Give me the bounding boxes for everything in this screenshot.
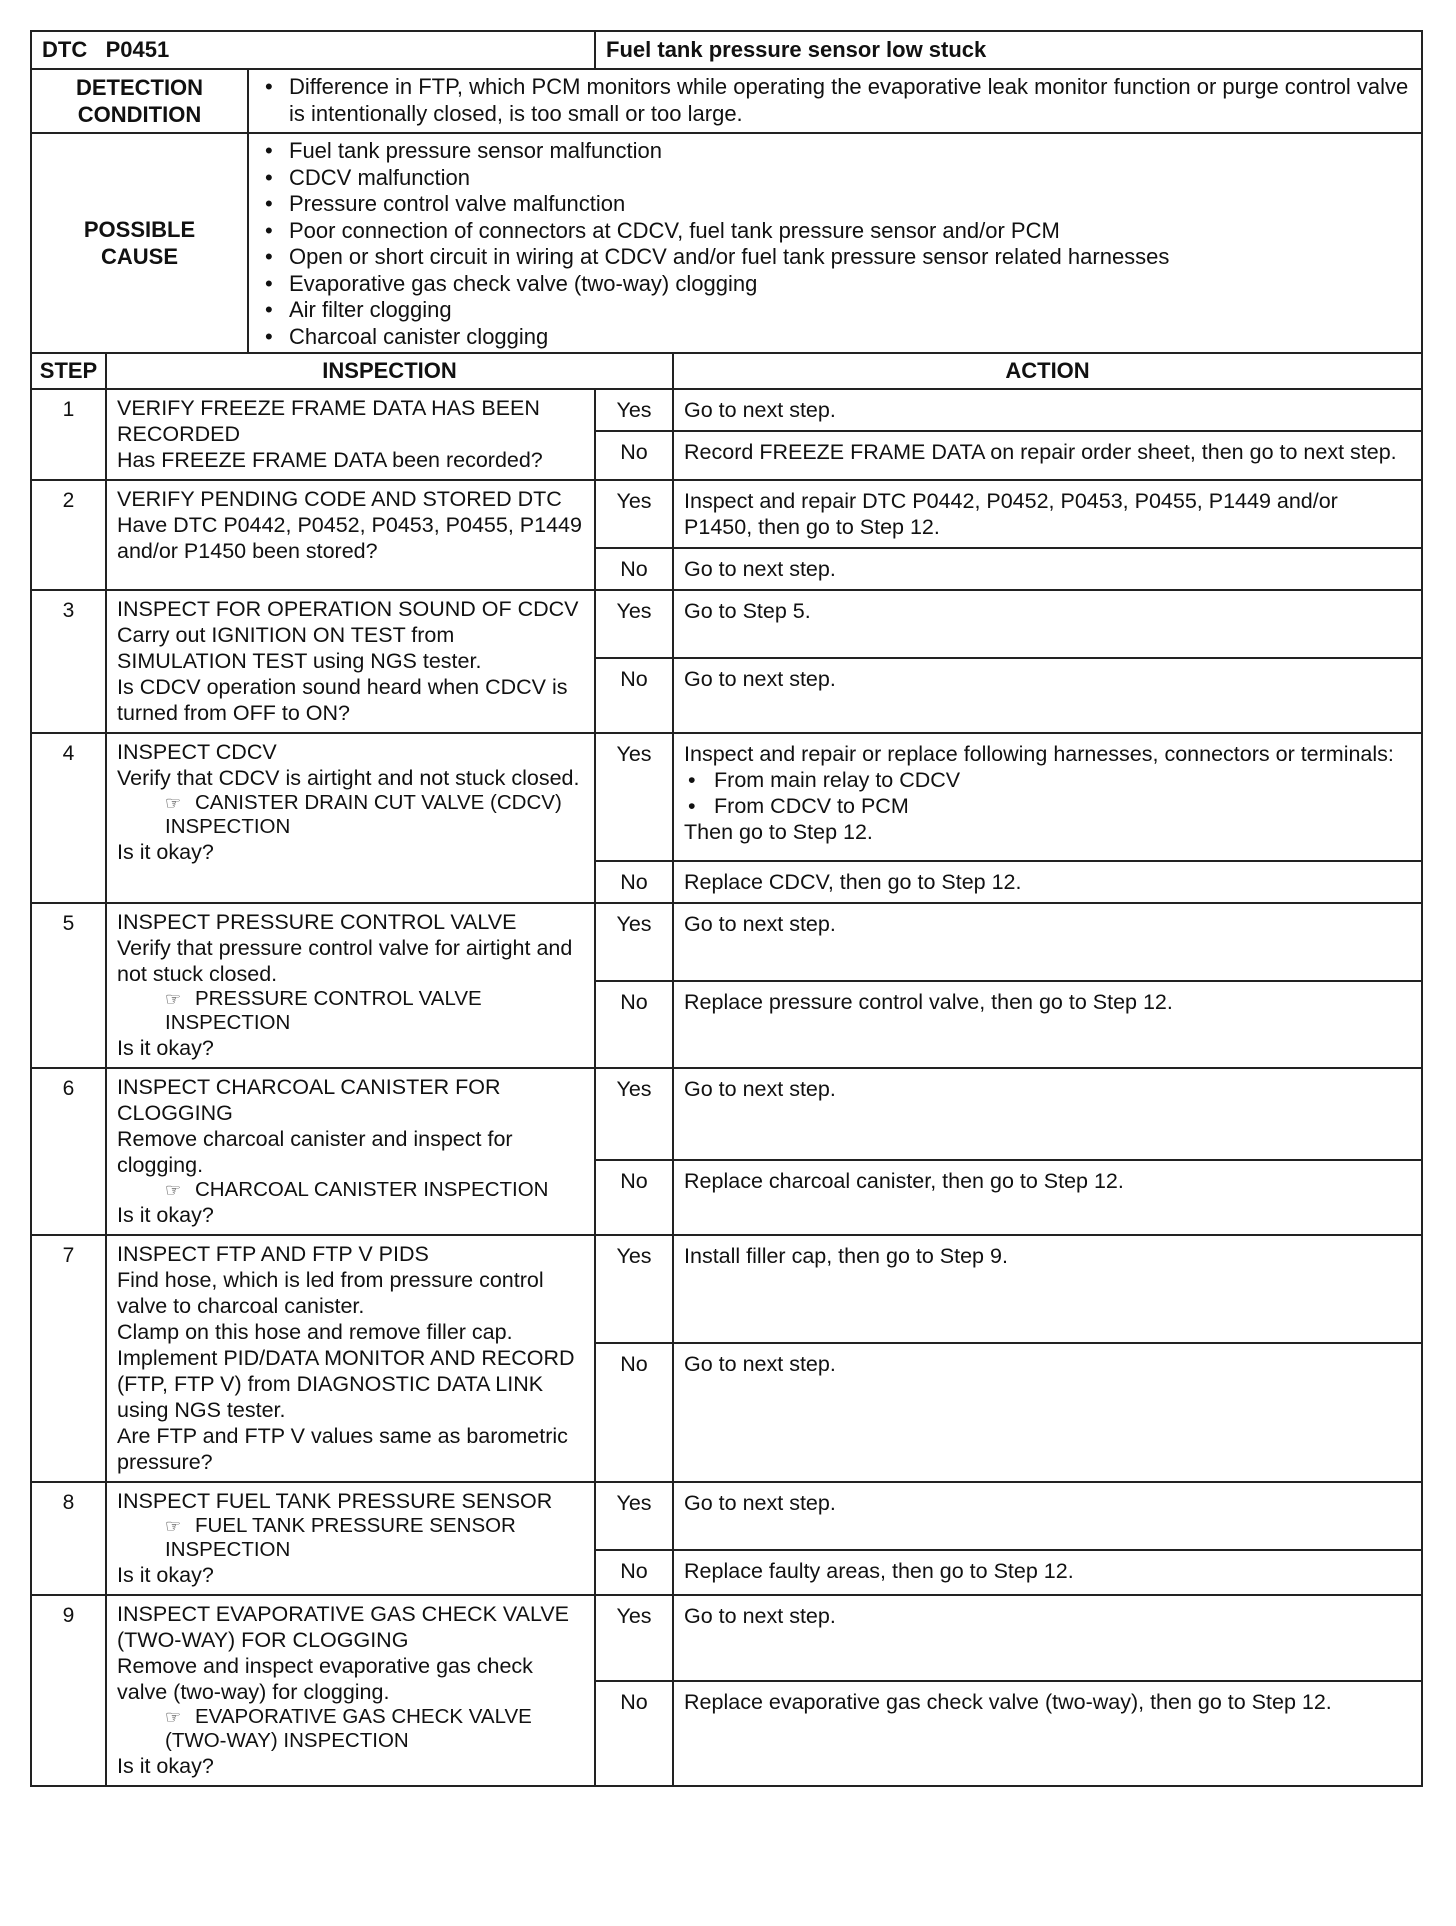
action-column-header: ACTION [673, 353, 1422, 389]
step-row-yes [31, 1235, 1422, 1343]
no-action-text: Go to next step. [684, 667, 836, 691]
no-action-text: Replace charcoal canister, then go to Step 12. [684, 1169, 1124, 1193]
no-action [673, 1343, 1422, 1482]
detection-label: DETECTION CONDITION [31, 69, 248, 133]
pointing-hand-icon: ☞ [165, 989, 182, 1009]
reference-text: CHARCOAL CANISTER INSPECTION [195, 1178, 549, 1201]
step-row-yes [31, 1068, 1422, 1160]
dtc-code-cell [31, 31, 595, 69]
yes-action [673, 1482, 1422, 1550]
possible-cause-content [248, 133, 1422, 353]
yes-action-text: Go to Step 5. [684, 599, 811, 623]
yes-label: Yes [595, 1482, 673, 1550]
no-label: No [595, 1343, 673, 1482]
yes-action-text: Inspect and repair DTC P0442, P0452, P0453, P0455, P1449 and/or P1450, then go to Step 12. [684, 489, 1338, 539]
reference-link[interactable] [117, 987, 586, 1035]
no-label: No [595, 1160, 673, 1235]
step-instruction: Carry out IGNITION ON TEST from SIMULATION TEST using NGS tester. [117, 623, 482, 673]
step-number: 2 [31, 480, 106, 590]
no-action [673, 431, 1422, 480]
step-row-yes [31, 480, 1422, 548]
step-title: INSPECT FTP AND FTP V PIDS [117, 1242, 429, 1266]
detection-row [31, 69, 1422, 133]
no-action-text: Record FREEZE FRAME DATA on repair order sheet, then go to next step. [684, 440, 1397, 464]
pointing-hand-icon: ☞ [165, 793, 182, 813]
step-number: 4 [31, 733, 106, 903]
detection-content [248, 69, 1422, 133]
cause-item: • Air filter clogging [259, 297, 1411, 324]
step-question: Is it okay? [117, 1754, 214, 1778]
no-action [673, 1550, 1422, 1595]
dtc-table [30, 30, 1423, 1787]
yes-label: Yes [595, 590, 673, 658]
yes-action [673, 903, 1422, 981]
step-inspection [106, 590, 595, 733]
no-action-text: Go to next step. [684, 557, 836, 581]
no-action-text: Go to next step. [684, 1352, 836, 1376]
no-action [673, 548, 1422, 590]
step-inspection [106, 903, 595, 1068]
step-instruction: Implement PID/DATA MONITOR AND RECORD (FTP, FTP V) from DIAGNOSTIC DATA LINK using NGS tester. [117, 1346, 575, 1422]
step-title: INSPECT CDCV [117, 740, 277, 764]
reference-text: FUEL TANK PRESSURE SENSOR INSPECTION [165, 1514, 516, 1561]
step-inspection [106, 733, 595, 903]
no-label: No [595, 548, 673, 590]
header-row [31, 31, 1422, 69]
no-label: No [595, 981, 673, 1068]
step-instruction: Clamp on this hose and remove filler cap. [117, 1320, 513, 1344]
step-row-yes [31, 1595, 1422, 1681]
step-instruction: Remove and inspect evaporative gas check valve (two-way) for clogging. [117, 1654, 533, 1704]
inspection-column-header: INSPECTION [106, 353, 673, 389]
yes-action [673, 389, 1422, 431]
step-instruction: Has FREEZE FRAME DATA been recorded? [117, 448, 543, 472]
step-instruction: Are FTP and FTP V values same as barometric pressure? [117, 1424, 568, 1474]
yes-action-text: Go to next step. [684, 1077, 836, 1101]
no-label: No [595, 431, 673, 480]
column-header-row [31, 353, 1422, 389]
step-title: VERIFY PENDING CODE AND STORED DTC [117, 487, 562, 511]
dtc-title: Fuel tank pressure sensor low stuck [595, 31, 1422, 69]
step-inspection [106, 480, 595, 590]
step-row-yes [31, 590, 1422, 658]
yes-label: Yes [595, 733, 673, 861]
no-action-text: Replace CDCV, then go to Step 12. [684, 870, 1022, 894]
yes-label: Yes [595, 903, 673, 981]
yes-action [673, 1595, 1422, 1681]
no-action [673, 861, 1422, 903]
no-label: No [595, 861, 673, 903]
step-row-yes [31, 733, 1422, 861]
no-label: No [595, 658, 673, 733]
no-label: No [595, 1550, 673, 1595]
reference-text: CANISTER DRAIN CUT VALVE (CDCV) INSPECTION [165, 791, 562, 838]
no-label: No [595, 1681, 673, 1786]
step-instruction: Verify that pressure control valve for airtight and not stuck closed. [117, 936, 573, 986]
step-inspection [106, 1235, 595, 1482]
step-question: Is it okay? [117, 1563, 214, 1587]
yes-action-text: Install filler cap, then go to Step 9. [684, 1244, 1008, 1268]
step-inspection [106, 389, 595, 480]
step-inspection [106, 1595, 595, 1786]
reference-link[interactable] [117, 1514, 586, 1562]
no-action-text: Replace faulty areas, then go to Step 12. [684, 1559, 1074, 1583]
step-question: Is it okay? [117, 1036, 214, 1060]
no-action [673, 658, 1422, 733]
reference-text: PRESSURE CONTROL VALVE INSPECTION [165, 987, 482, 1034]
step-number: 5 [31, 903, 106, 1068]
cause-item: • Poor connection of connectors at CDCV, fuel tank pressure sensor and/or PCM [259, 218, 1411, 245]
step-inspection [106, 1068, 595, 1235]
pointing-hand-icon: ☞ [165, 1180, 182, 1200]
step-number: 7 [31, 1235, 106, 1482]
step-row-yes [31, 389, 1422, 431]
yes-action-text: Go to next step. [684, 1491, 836, 1515]
step-number: 9 [31, 1595, 106, 1786]
no-action-text: Replace pressure control valve, then go to Step 12. [684, 990, 1173, 1014]
step-title: INSPECT CHARCOAL CANISTER FOR CLOGGING [117, 1075, 501, 1125]
reference-link[interactable] [117, 1705, 586, 1753]
step-number: 8 [31, 1482, 106, 1595]
yes-action [673, 590, 1422, 658]
pointing-hand-icon: ☞ [165, 1707, 182, 1727]
cause-item: • Pressure control valve malfunction [259, 191, 1411, 218]
yes-label: Yes [595, 389, 673, 431]
no-action [673, 981, 1422, 1068]
yes-action-text: Go to next step. [684, 1604, 836, 1628]
yes-action [673, 1235, 1422, 1343]
reference-link[interactable] [117, 1178, 586, 1202]
pointing-hand-icon: ☞ [165, 1516, 182, 1536]
step-question: Is it okay? [117, 1203, 214, 1227]
reference-link[interactable] [117, 791, 586, 839]
no-action [673, 1160, 1422, 1235]
step-instruction: Is CDCV operation sound heard when CDCV is turned from OFF to ON? [117, 675, 568, 725]
reference-text: EVAPORATIVE GAS CHECK VALVE (TWO-WAY) INSPECTION [165, 1705, 532, 1752]
yes-action [673, 480, 1422, 548]
no-action-text: Replace evaporative gas check valve (two-way), then go to Step 12. [684, 1690, 1332, 1714]
step-instruction: Find hose, which is led from pressure control valve to charcoal canister. [117, 1268, 544, 1318]
dtc-code: P0451 [105, 37, 170, 62]
step-number: 6 [31, 1068, 106, 1235]
step-title: VERIFY FREEZE FRAME DATA HAS BEEN RECORDED [117, 396, 540, 446]
yes-action [673, 1068, 1422, 1160]
step-row-yes [31, 903, 1422, 981]
step-instruction: Remove charcoal canister and inspect for clogging. [117, 1127, 513, 1177]
yes-action-intro: Inspect and repair or replace following harnesses, connectors or terminals: [684, 742, 1394, 766]
possible-cause-label: POSSIBLE CAUSE [31, 133, 248, 353]
steps-body [31, 389, 1422, 1786]
no-action [673, 1681, 1422, 1786]
step-title: INSPECT FOR OPERATION SOUND OF CDCV [117, 597, 579, 621]
yes-action-text: Go to next step. [684, 912, 836, 936]
step-inspection [106, 1482, 595, 1595]
step-title: INSPECT EVAPORATIVE GAS CHECK VALVE (TWO-WAY) FOR CLOGGING [117, 1602, 570, 1652]
step-column-header: STEP [31, 353, 106, 389]
step-row-yes [31, 1482, 1422, 1550]
yes-label: Yes [595, 480, 673, 548]
detection-item: • Difference in FTP, which PCM monitors while operating the evaporative leak monitor function or purge control valve is intentionally closed, is too small or too large. [259, 74, 1411, 127]
dtc-label: DTC [42, 37, 88, 62]
cause-item: • Open or short circuit in wiring at CDCV and/or fuel tank pressure sensor related harnesses [259, 244, 1411, 271]
cause-item: • Charcoal canister clogging [259, 324, 1411, 351]
step-instruction: Verify that CDCV is airtight and not stuck closed. [117, 766, 580, 790]
yes-action-text: Go to next step. [684, 398, 836, 422]
yes-label: Yes [595, 1235, 673, 1343]
possible-cause-row [31, 133, 1422, 353]
dtc-document [30, 30, 1421, 1787]
cause-item: • Evaporative gas check valve (two-way) clogging [259, 271, 1411, 298]
yes-label: Yes [595, 1595, 673, 1681]
cause-item: • Fuel tank pressure sensor malfunction [259, 138, 1411, 165]
yes-action-item: • From main relay to CDCV [684, 767, 1411, 793]
yes-label: Yes [595, 1068, 673, 1160]
step-question: Is it okay? [117, 840, 214, 864]
step-title: INSPECT PRESSURE CONTROL VALVE [117, 910, 517, 934]
step-number: 3 [31, 590, 106, 733]
cause-item: • CDCV malfunction [259, 165, 1411, 192]
yes-action-item: • From CDCV to PCM [684, 793, 1411, 819]
step-title: INSPECT FUEL TANK PRESSURE SENSOR [117, 1489, 553, 1513]
step-number: 1 [31, 389, 106, 480]
yes-action-outro: Then go to Step 12. [684, 820, 873, 844]
step-instruction: Have DTC P0442, P0452, P0453, P0455, P1449 and/or P1450 been stored? [117, 513, 582, 563]
yes-action [673, 733, 1422, 861]
